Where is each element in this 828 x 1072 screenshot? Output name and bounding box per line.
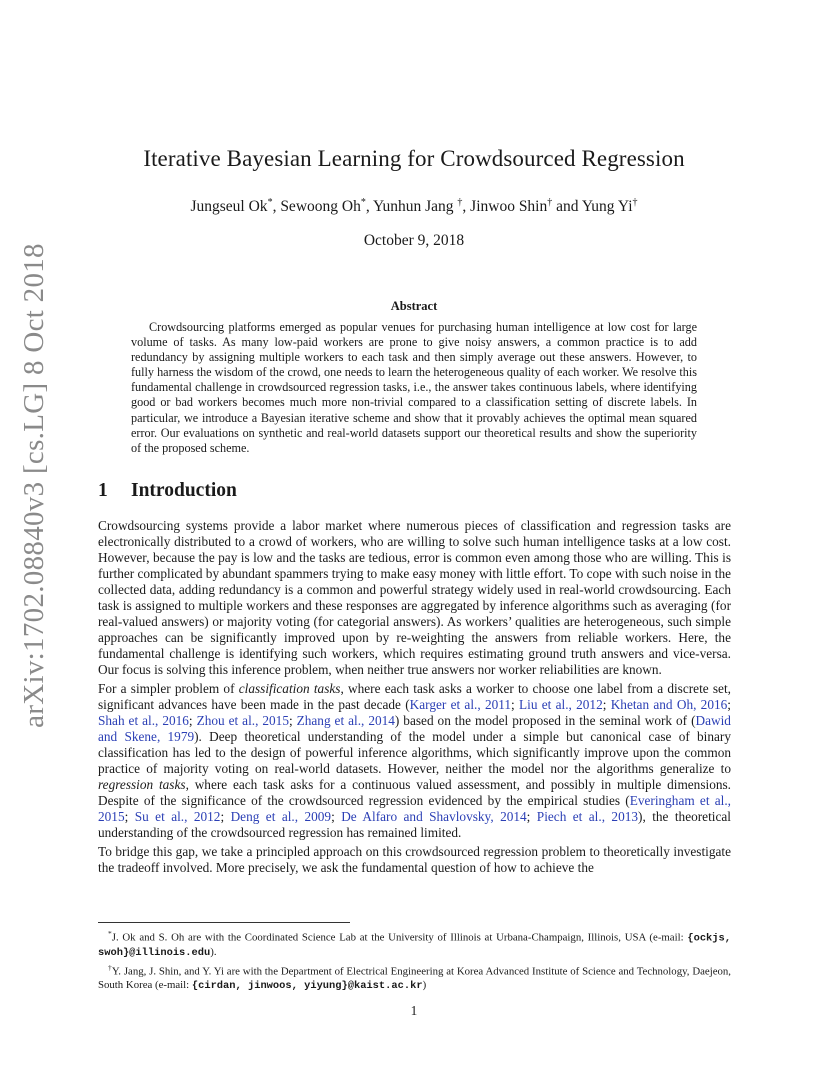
emphasis: regression tasks [98,777,186,792]
text-run: For a simpler problem of [98,681,239,696]
citation-link[interactable]: De Alfaro and Shavlovsky, 2014 [341,809,527,824]
section-heading [98,480,237,502]
footnotes [98,927,731,993]
arxiv-stamp [16,242,52,728]
email: {ockjs, swoh}@illinois.edu [98,932,731,960]
separator: , [462,198,467,216]
text-run: ). Deep theoretical understanding of the model under a simple but canonical case of binary classification has led to the design of powerful inference algorithms, which significantly improve upon the common practice of majority voting on real-world datasets. However, neither the model nor the algorithms generalize to [98,729,731,776]
citation-link[interactable]: Liu et al., 2012 [519,697,603,712]
footnote-text: J. Ok and S. Oh are with the Coordinated Science Lab at the University of Illinois at Urbana-Champaign, Illinois, USA (e-mail: [111,931,688,944]
citation-link[interactable]: Karger et al., 2011 [409,697,512,712]
separator: , [272,198,277,216]
body-text [98,518,731,879]
separator: and [556,198,579,216]
text-run: ) based on the model proposed in the seminal work of ( [394,713,696,728]
footnote-mark: † [108,962,112,972]
author-list [0,197,828,216]
footnote [98,961,731,994]
footnote-text: ) [422,978,427,991]
author-name: Jungseul Ok [190,198,268,216]
citation-link[interactable]: Deng et al., 2009 [230,809,332,824]
citation-link[interactable]: Shah et al., 2016 [98,713,189,728]
citation-link[interactable]: Zhou et al., 2015 [196,713,289,728]
abstract-text: Crowdsourcing platforms emerged as popular venues for purchasing human intelligence at low cost for large volume of tasks. As many low-paid workers are prone to give noisy answers, a common practice is to add redundancy by assigning multiple workers to each task and then simply average out these answers. However, to fully harness the wisdom of the crowd, one needs to learn the heterogeneous quality of each worker. We resolve this fundamental challenge in crowdsourced regression tasks, i.e., the answer takes continuous labels, where identifying good or bad workers becomes much more non-trivial compared to a classification setting of discrete labels. In particular, we introduce a Bayesian iterative scheme and show that it provably achieves the optimal mean squared error. Our evaluations on synthetic and real-world datasets support our theoretical results and show the superiority of the proposed scheme. [131,320,697,455]
author-mark: † [457,197,463,208]
author-mark: † [547,197,553,208]
citation-link[interactable]: Everingham et al., 2015 [98,793,732,824]
footnote-text: Y. Jang, J. Shin, and Y. Yi are with the Department of Electrical Engineering at Korea Advanced Institute of Science and Technology, Daejeon, South Korea (e-mail: [98,965,732,991]
arxiv-stamp-text: arXiv:1702.08840v3 [cs.LG] 8 Oct 2018 [17,242,50,728]
citation-link[interactable]: Piech et al., 2013 [536,809,639,824]
text-run: , where each task asks for a continuous valued assessment, and possibly in multiple dimensions. Despite of the significance of the crowdsourced regression evidenced by the empirical studies ( [98,777,731,808]
author-mark: † [632,197,638,208]
author-name: Yung Yi [581,198,633,216]
paper-date: October 9, 2018 [363,232,465,249]
text-run: ), the theoretical understanding of the crowdsourced regression has remained limited. [98,809,731,840]
author-name: Sewoong Oh [280,198,361,216]
emphasis: classification tasks [238,681,341,696]
citation-link[interactable]: Khetan and Oh, 2016 [610,697,728,712]
citation-link[interactable]: Su et al., 2012 [134,809,221,824]
footnote-text: ). [210,946,217,959]
section-number: 1 [98,480,108,501]
page-number: 1 [410,1003,418,1018]
footnote-rule [98,922,350,923]
paragraph: Crowdsourcing systems provide a labor market where numerous pieces of classification and regression tasks are electronically distributed to a crowd of workers, who are willing to solve such human intelligence tasks at a low cost. However, because the pay is low and the tasks are tedious, error is common even among those who are willing. This is further complicated by abundant spammers trying to make easy money with little effort. To cope with such noise in the collected data, adding redundancy is a common and powerful strategy widely used in real-world crowdsourcing. Each task is assigned to multiple workers and these responses are aggregated by inference algorithms such as averaging (for real-valued answers) or majority voting (for categorial answers). As workers’ qualities are heterogeneous, such simple approaches can be significantly improved upon by re-weighting the answers from reliable workers. Here, the fundamental challenge is identifying such workers, which requires estimating ground truth answers and vice-versa. Our focus is solving this inference problem, when neither true answers nor worker reliabilities are known. [98,518,731,677]
footnote [98,927,731,961]
author-name: Jinwoo Shin [470,198,548,216]
author-mark: * [360,197,366,208]
citation-link[interactable]: Zhang et al., 2014 [296,713,395,728]
abstract-heading: Abstract [390,299,438,313]
paper-title: Iterative Bayesian Learning for Crowdsourced Regression [143,146,685,171]
citation-link[interactable]: Dawid and Skene, 1979 [98,713,731,744]
paragraph: To bridge this gap, we take a principled approach on this crowdsourced regression problem to theoretically investigate the tradeoff involved. More precisely, we ask the fundamental question of how to achieve the [98,844,731,875]
separator: , [365,198,370,216]
paragraph: For a simpler problem of classification tasks, where each task asks a worker to choose one label from a discrete set, significant advances have been made in the past decade (Karger et al., 2011; Liu et al., 2012; Khetan and Oh, 2016; Shah et al., 2016; Zhou et al., 2015; Zhang et al., 2014) based on the model proposed in the seminal work of (Dawid and Skene, 1979). Deep theoretical understanding of the model under a simple but canonical case of binary classification has led to the design of powerful inference algorithms, which significantly improve upon the common practice of majority voting on real-world datasets. However, neither the model nor the algorithms generalize to regression tasks, where each task asks for a continuous valued assessment, and possibly in multiple dimensions. Despite of the significance of the crowdsourced regression evidenced by the empirical studies (Everingham et al., 2015; Su et al., 2012; Deng et al., 2009; De Alfaro and Shavlovsky, 2014; Piech et al., 2013), the theoretical understanding of the crowdsourced regression has remained limited. [98,681,732,840]
email: {cirdan, jinwoos, yiyung}@kaist.ac.kr [191,979,423,992]
author-name: Yunhun Jang [373,198,454,216]
footnote-mark: * [108,929,112,938]
text-run: , where each task asks a worker to choose one label from a discrete set, significant advances have been made in the past decade ( [98,681,731,712]
author-mark: * [267,197,273,208]
section-title: Introduction [131,480,237,501]
